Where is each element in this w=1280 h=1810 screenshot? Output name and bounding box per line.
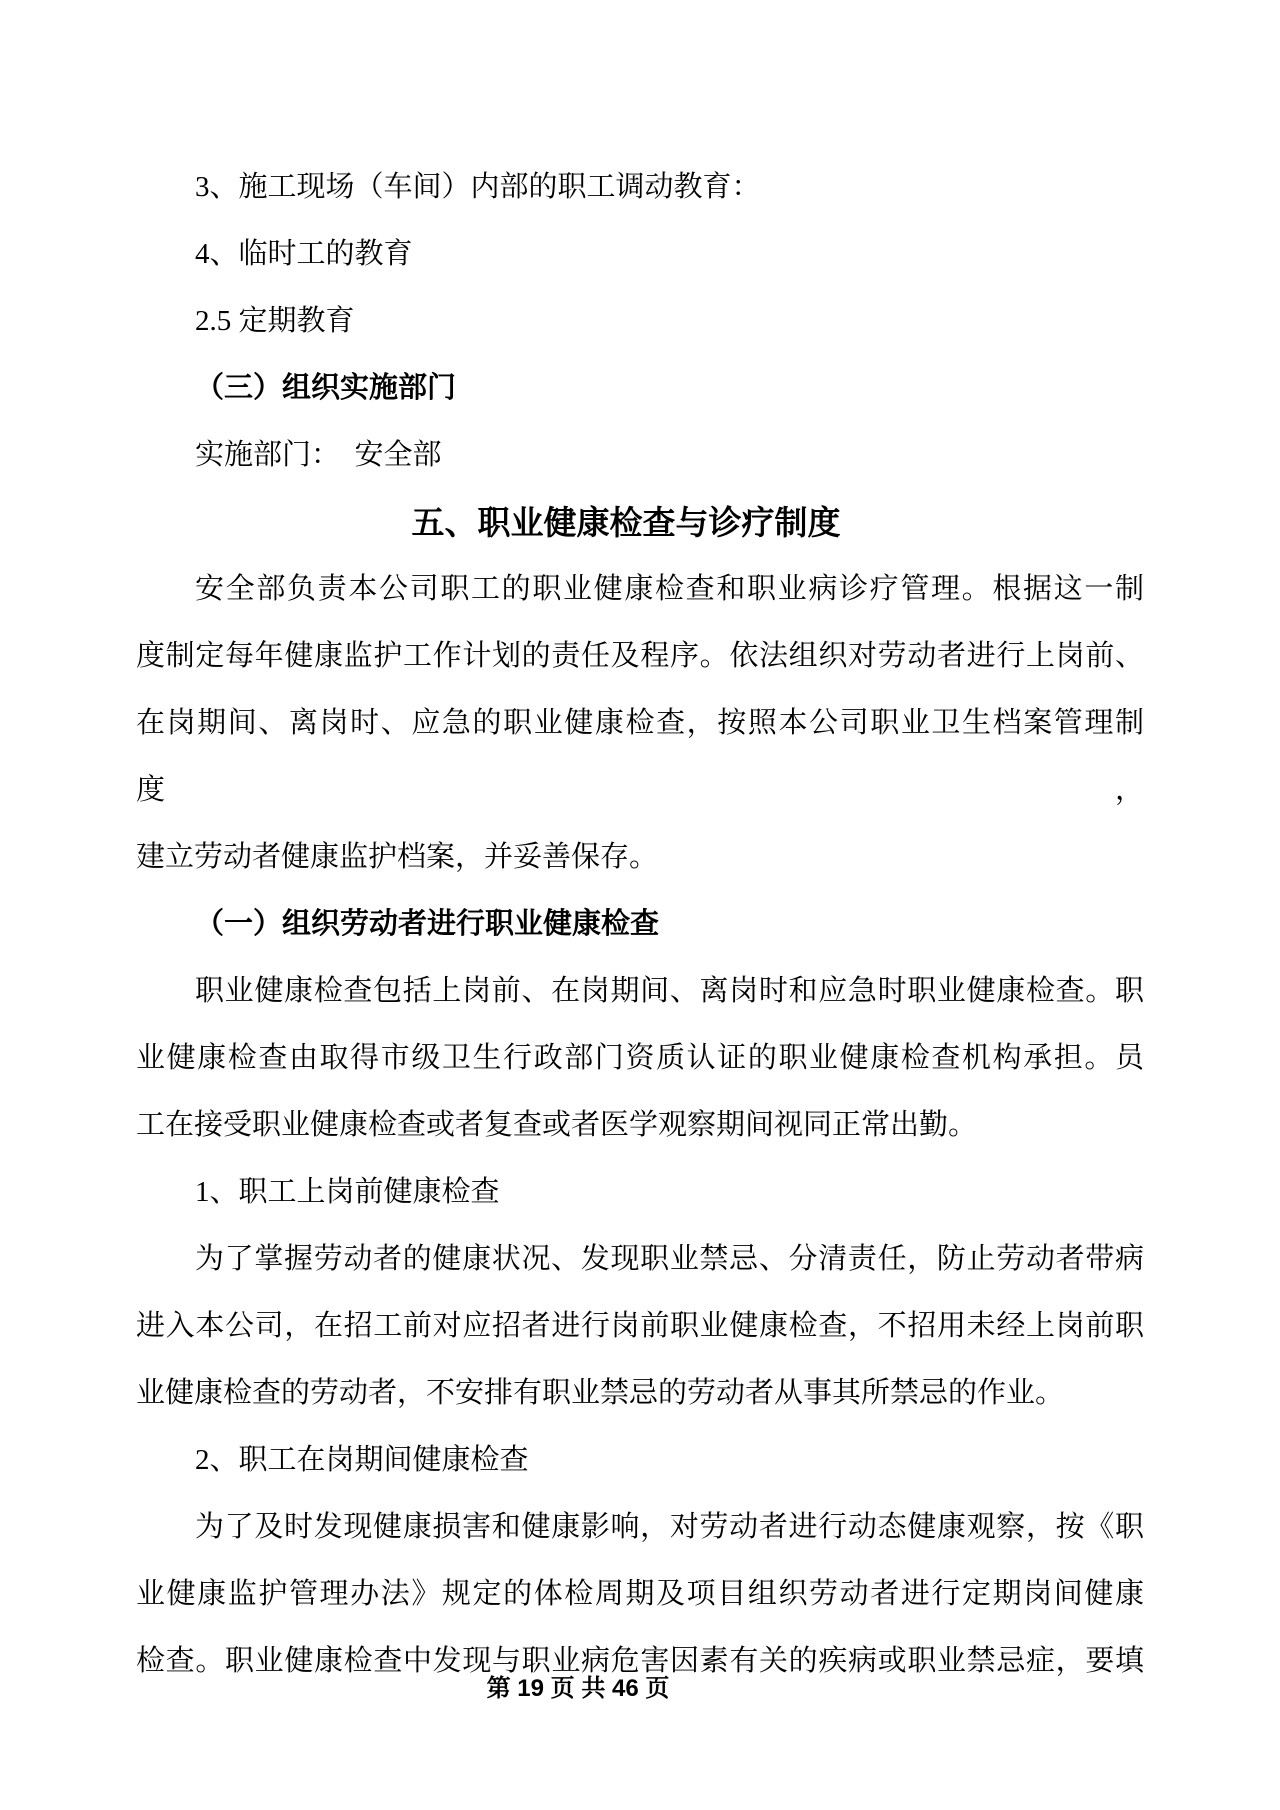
- document-text-column: [136, 0, 1144, 1695]
- paragraph-line: 检查。职业健康检查中发现与职业病危害因素有关的疾病或职业禁忌症，要填: [136, 1645, 1144, 1677]
- list-item-line: 3、施工现场（车间）内部的职工调动教育：: [195, 171, 761, 203]
- list-item-line: 2.5 定期教育: [195, 305, 355, 337]
- paragraph-line: 业健康检查的劳动者，不安排有职业禁忌的劳动者从事其所禁忌的作业。: [136, 1377, 1065, 1409]
- paragraph-line: 为了及时发现健康损害和健康影响，对劳动者进行动态健康观察，按《职: [195, 1511, 1144, 1543]
- list-item-line: 实施部门： 安全部: [195, 439, 442, 471]
- list-item-line: 2、职工在岗期间健康检查: [195, 1444, 529, 1476]
- paragraph-line: 职业健康检查包括上岗前、在岗期间、离岗时和应急时职业健康检查。职: [195, 975, 1144, 1007]
- section-heading: （一）组织劳动者进行职业健康检查: [195, 908, 660, 940]
- paragraph-line: 为了掌握劳动者的健康状况、发现职业禁忌、分清责任，防止劳动者带病: [195, 1243, 1144, 1275]
- paragraph-line: 业健康监护管理办法》规定的体检周期及项目组织劳动者进行定期岗间健康: [136, 1578, 1144, 1610]
- paragraph-line: 在岗期间、离岗时、应急的职业健康检查，按照本公司职业卫生档案管理制度，: [136, 707, 1144, 806]
- chapter-heading: 五、职业健康检查与诊疗制度: [411, 504, 841, 541]
- list-item-line: 4、临时工的教育: [195, 238, 413, 270]
- paragraph-line: 度制定每年健康监护工作计划的责任及程序。依法组织对劳动者进行上岗前、: [136, 640, 1144, 672]
- section-heading: （三）组织实施部门: [195, 372, 457, 404]
- page-footer: 第 19 页 共 46 页: [486, 1675, 670, 1702]
- paragraph-line: 建立劳动者健康监护档案，并妥善保存。: [136, 841, 659, 873]
- paragraph-line: 安全部负责本公司职工的职业健康检查和职业病诊疗管理。根据这一制: [195, 573, 1144, 605]
- paragraph-line: 进入本公司，在招工前对应招者进行岗前职业健康检查，不招用未经上岗前职: [136, 1310, 1144, 1342]
- list-item-line: 1、职工上岗前健康检查: [195, 1176, 500, 1208]
- paragraph-line: 工在接受职业健康检查或者复查或者医学观察期间视同正常出勤。: [136, 1109, 978, 1141]
- paragraph-line: 业健康检查由取得市级卫生行政部门资质认证的职业健康检查机构承担。员: [136, 1042, 1144, 1074]
